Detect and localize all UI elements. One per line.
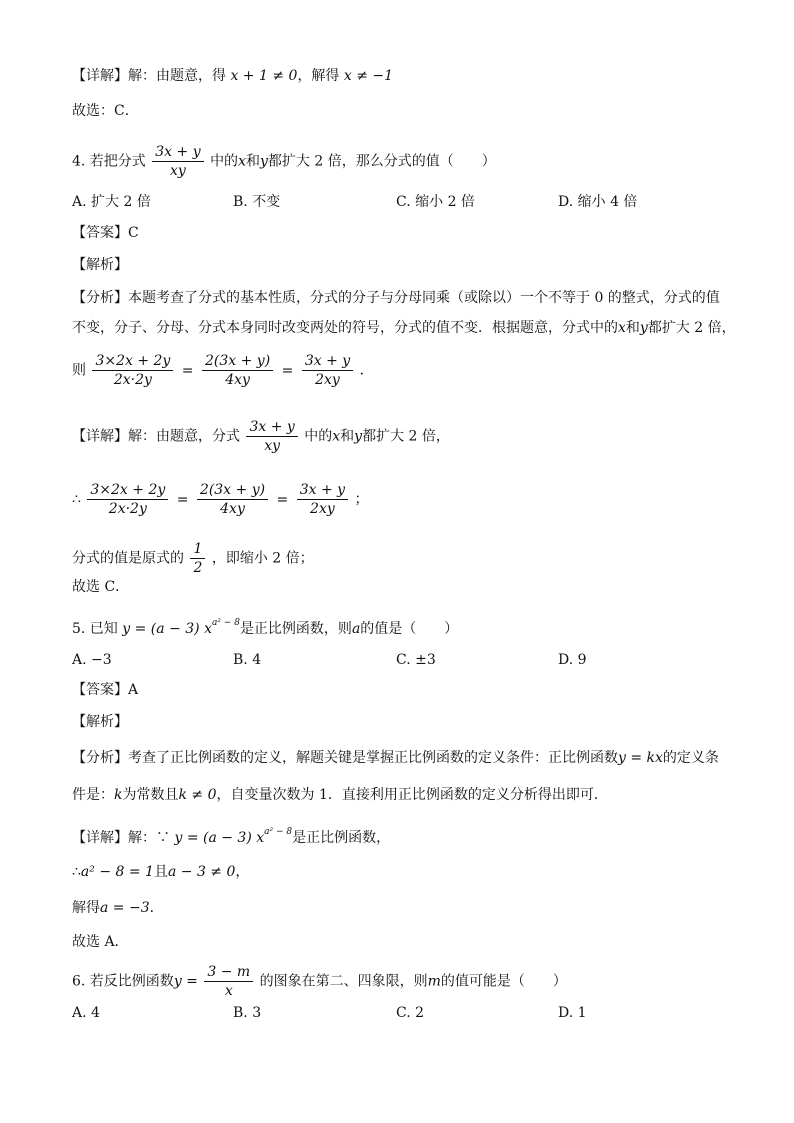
analysis-4-equation: 则 $\frac{3\times 2x + 2y}{2x\cdot 2y}$ = $\frac{2(3x + y)}{4xy}$ = $\frac{3x + y}{2xy}$ ． [72, 353, 374, 388]
choice-line: 故选：C． [72, 103, 139, 119]
detail-4-line-1: 【详解】解：由题意，分式 $\frac{3x + y}{xy}$ 中的x和y都扩大 2 倍， [72, 419, 450, 454]
question-6: 6. 若反比例函数y = $\frac{3 - m}{x}$ 的图象在第二、四象限，则m的值可能是（ ） [72, 964, 567, 999]
fraction: $\frac{2(3x + y)}{4xy}$ [197, 481, 268, 518]
analysis-4-heading: 【解析】 [72, 257, 128, 273]
detail-line-1: 【详解】解：由题意，得 x + 1 ≠ 0，解得 x ≠ −1 [72, 68, 394, 84]
analysis-4-line-2: 不变，分子、分母、分式本身同时改变两处的符号，分式的值不变．根据题意，分式中的x和y都扩大 2 倍， [72, 320, 736, 336]
answer-5: 【答案】A [72, 682, 139, 698]
option-c: C. 缩小 2 倍 [396, 194, 475, 210]
analysis-5-line-2: 件是：k为常数且k ≠ 0，自变量次数为 1．直接利用正比例函数的定义分析得出即可． [72, 787, 608, 803]
option-b: B. 3 [233, 1005, 262, 1021]
analysis-4-line-1: 【分析】本题考查了分式的基本性质，分式的分子与分母同乘（或除以）一个不等于 0 的整式，分式的值 [72, 290, 720, 306]
question-4: 4. 若把分式 $\frac{3x + y}{xy}$ 中的x和y都扩大 2 倍，那么分式的值（ ） [72, 144, 496, 179]
analysis-5-heading: 【解析】 [72, 714, 128, 730]
fraction: $\frac{3\times 2x + 2y}{2x\cdot 2y}$ [92, 352, 173, 389]
option-d: D. 9 [558, 652, 587, 668]
option-c: C. 2 [396, 1005, 425, 1021]
option-d: D. 1 [558, 1005, 587, 1021]
question-5-options [72, 650, 732, 670]
question-5: 5. 已知 y = (a − 3) $x^{a^2 - 8}$是正比例函数，则a的值是（ ） [72, 618, 459, 637]
fraction: $\frac{3\times 2x + 2y}{2x\cdot 2y}$ [87, 481, 168, 518]
detail-4-equation: ∴ $\frac{3\times 2x + 2y}{2x\cdot 2y}$ = $\frac{2(3x + y)}{4xy}$ = $\frac{3x + y}{2xy}$ ； [72, 482, 369, 517]
option-b: B. 不变 [233, 194, 281, 210]
choice-4: 故选 C． [72, 579, 130, 595]
question-4-options [72, 192, 732, 212]
fraction: $\frac{3x + y}{xy}$ [152, 143, 203, 180]
fraction: $\frac{3 - m}{x}$ [204, 963, 253, 1000]
detail-5-line-1: 【详解】解：∵ y = (a − 3) $x^{a^2 - 8}$是正比例函数， [72, 827, 391, 846]
fraction: $\frac{3x + y}{xy}$ [246, 418, 297, 455]
fraction: $\frac{3x + y}{2xy}$ [302, 352, 353, 389]
analysis-5-line-1: 【分析】考查了正比例函数的定义，解题关键是掌握正比例函数的定义条件：正比例函数y = kx的定义条 [72, 750, 719, 766]
option-b: B. 4 [233, 652, 262, 668]
detail-4-line-3: 分式的值是原式的 $\frac{1}{2}$ ，即缩小 2 倍； [72, 541, 314, 576]
option-a: A. −3 [72, 652, 112, 668]
detail-5-line-3: 解得a = −3． [72, 900, 164, 916]
choice-5: 故选 A． [72, 934, 129, 950]
question-6-options [72, 1003, 732, 1023]
option-a: A. 扩大 2 倍 [72, 194, 151, 210]
option-d: D. 缩小 4 倍 [558, 194, 638, 210]
answer-4: 【答案】C [72, 225, 139, 241]
option-c: C. ±3 [396, 652, 436, 668]
detail-5-line-2: ∴a² − 8 = 1且a − 3 ≠ 0， [72, 864, 250, 880]
option-a: A. 4 [72, 1005, 100, 1021]
fraction: $\frac{2(3x + y)}{4xy}$ [202, 352, 273, 389]
fraction: $\frac{3x + y}{2xy}$ [297, 481, 348, 518]
fraction: $\frac{1}{2}$ [190, 540, 205, 577]
